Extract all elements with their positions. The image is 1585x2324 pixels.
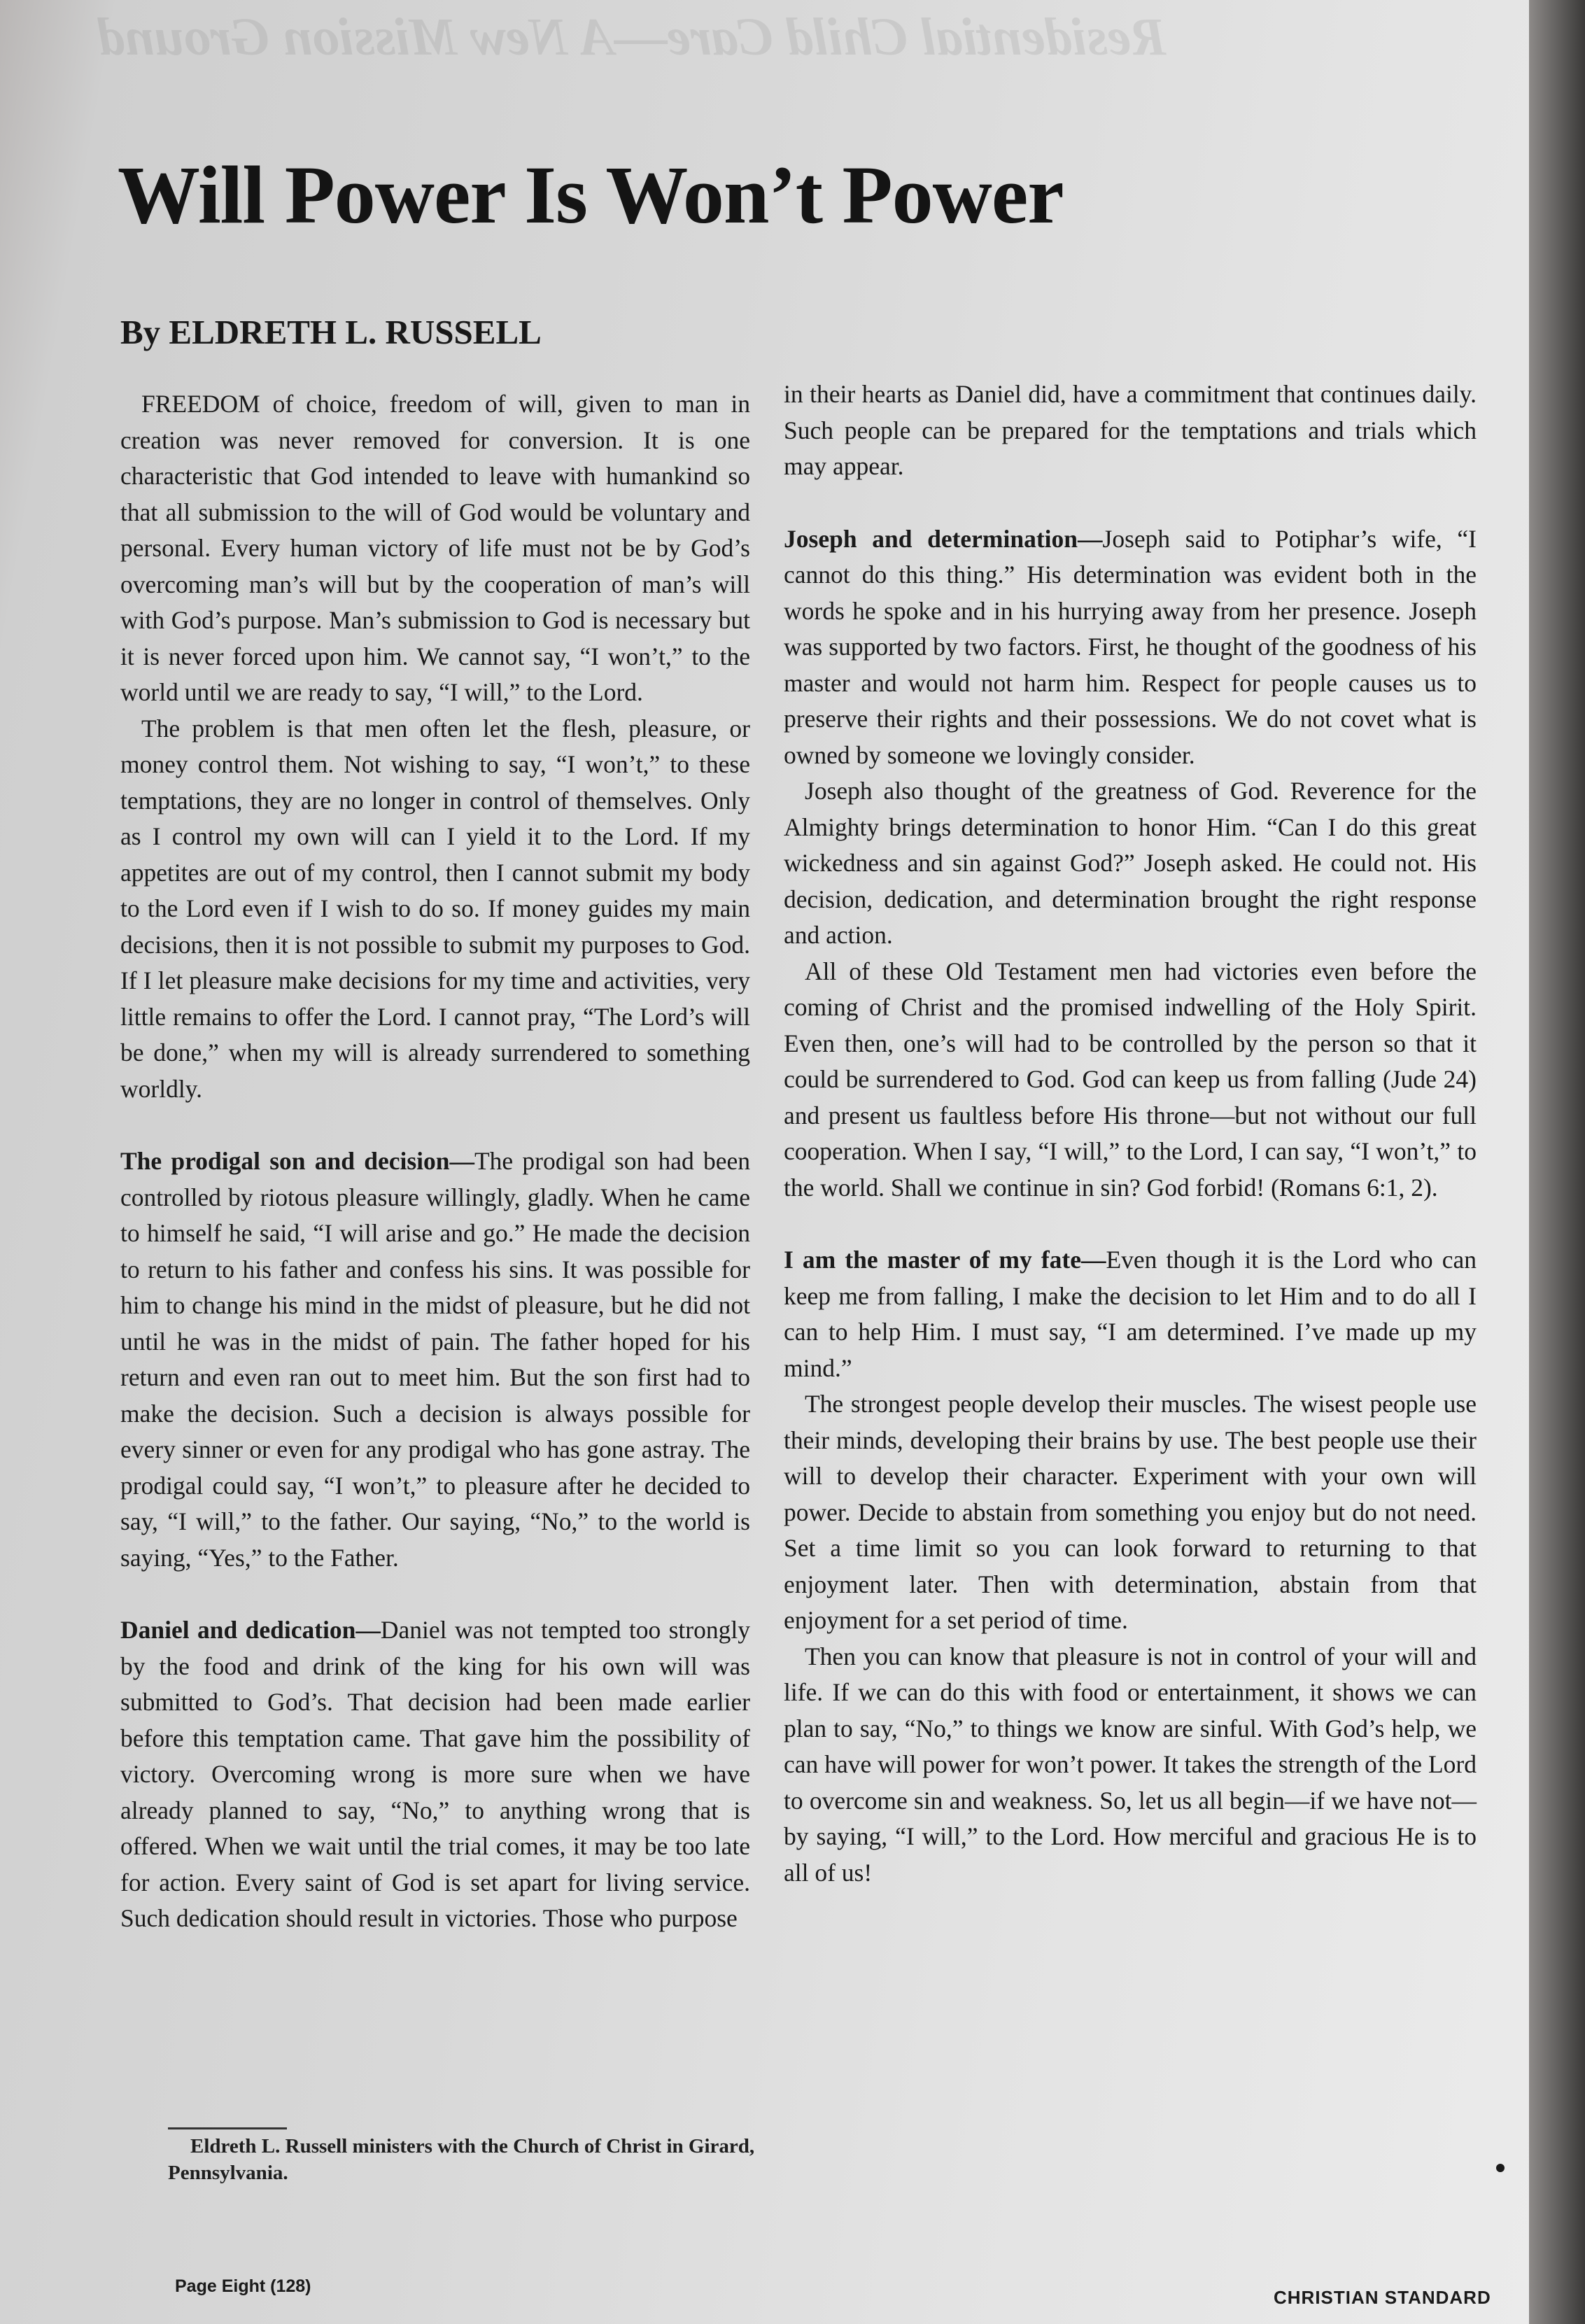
left-column: [120, 386, 750, 1937]
article-byline: By ELDRETH L. RUSSELL: [120, 313, 542, 351]
paragraph-continuation: in their hearts as Daniel did, have a commitment that continues daily. Such people can be prepared for the temptations and trials which may appear.: [784, 380, 1477, 480]
page-number: Page Eight (128): [175, 2276, 311, 2296]
section-text: Joseph said to Potiphar’s wife, “I cannot do this thing.” His determination was evident both in the words he spoke and in his hurrying away from her presence. Joseph was supported by two factors. First, he thought of the goodness of his master and would not harm him. Respect for people causes us to preserve their rights and their possessions. We do not covet what is owned by someone we lovingly consider.: [784, 524, 1477, 769]
section-heading: Daniel and dedication—: [120, 1616, 381, 1644]
article-title: Will Power Is Won’t Power: [118, 149, 1064, 241]
paragraph-greatness: Joseph also thought of the greatness of God. Reverence for the Almighty brings determination to honor Him. “Can I do this great wickedness and sin against God?” Joseph asked. He could not. His decision, dedication, and determination brought the right response and action.: [784, 777, 1477, 949]
bio-divider: [168, 2127, 287, 2129]
section-heading: The prodigal son and decision—: [120, 1147, 474, 1175]
paragraph-freedom: FREEDOM of choice, freedom of will, given to man in creation was never removed for conversion. It is one characteristic that God intended to leave with humankind so that all submission to the will of God would be voluntary and personal. Every human victory of life must not be by God’s overcoming man’s will but by the cooperation of man’s will with God’s purpose. Man’s submission to God is necessary but it is never forced upon him. We cannot say, “I won’t,” to the world until we are ready to say, “I will,” to the Lord.: [120, 390, 750, 706]
paragraph-problem: The problem is that men often let the flesh, pleasure, or money control them. Not wishing to say, “I won’t,” to these temptations, they are no longer in control of themselves. Only as I control my own will can I yield it to the Lord. If my appetites are out of my control, then I cannot submit my body to the Lord even if I wish to do so. If money guides my main decisions, then it is not possible to submit my purposes to God. If I let pleasure make decisions for my time and activities, very little remains to offer the Lord. I cannot pray, “The Lord’s will be done,” when my will is already surrendered to something worldly.: [120, 714, 750, 1103]
paragraph-conclusion: Then you can know that pleasure is not in control of your will and life. If we can do this with food or entertainment, it shows we can plan to say, “No,” to things we know are sinful. With God’s help, we can have will power for won’t power. It takes the strength of the Lord to overcome sin and weakness. So, let us all begin—if we have not—by saying, “I will,” to the Lord. How merciful and gracious He is to all of us!: [784, 1642, 1477, 1887]
bleed-through-header: Residential Child Care—A New Mission Ground: [98, 8, 1167, 66]
section-text: Even though it is the Lord who can keep me from falling, I make the decision to let Him and to do all I can to help Him. I must say, “I am determined. I’ve made up my mind.”: [784, 1246, 1477, 1382]
section-text: The prodigal son had been controlled by riotous pleasure willingly, gladly. When he came to himself he said, “I will arise and go.” He made the decision to return to his father and confess his sins. It was possible for him to change his mind in the midst of pleasure, but he did not until he was in the midst of pain. The father hoped for his return and even ran out to meet him. But the son first had to make the decision. Such a decision is always possible for every sinner or even for any prodigal who has gone astray. The prodigal could say, “I won’t,” to pleasure after he decided to say, “I will,” to the father. Our saying, “No,” to the world is saying, “Yes,” to the Father.: [120, 1147, 750, 1572]
section-heading: Joseph and determination—: [784, 524, 1103, 553]
author-bio: Eldreth L. Russell ministers with the Church of Christ in Girard, Pennsylvania.: [168, 2135, 755, 2184]
binding-edge: [1529, 0, 1585, 2324]
publication-name: CHRISTIAN STANDARD: [1274, 2287, 1491, 2308]
paragraph-old-testament: All of these Old Testament men had victories even before the coming of Christ and the promised indwelling of the Holy Spirit. Even then, one’s will had to be controlled by the person so that it could be surrendered to God. God can keep us from falling (Jude 24) and present us faultless before His throne—but not without our full cooperation. When I say, “I will,” to the Lord, I can say, “I won’t,” to the world. Shall we continue in sin? God forbid! (Romans 6:1, 2).: [784, 957, 1477, 1202]
section-heading: I am the master of my fate—: [784, 1246, 1106, 1274]
section-master-of-fate: [784, 1242, 1477, 1386]
end-of-article-bullet-icon: [1496, 2164, 1505, 2172]
paragraph-strongest: The strongest people develop their muscles. The wisest people use their minds, developing their brains by use. The best people use their will to develop their character. Experiment with your own will power. Decide to abstain from something you enjoy but do not need. Set a time limit so you can look forward to returning to that enjoyment later. Then with determination, abstain from that enjoyment for a set period of time.: [784, 1390, 1477, 1634]
section-prodigal: [120, 1143, 750, 1576]
section-text: Daniel was not tempted too strongly by the food and drink of the king for his own will was submitted to God’s. That decision had been made earlier before this temptation came. That gave him the possibility of victory. Overcoming wrong is more sure when we have already planned to say, “No,” to anything wrong that is offered. When we wait until the trial comes, it may be too late for action. Every saint of God is set apart for living service. Such dedication should result in victories. Those who purpose: [120, 1616, 750, 1932]
section-daniel: [120, 1612, 750, 1937]
section-joseph: [784, 521, 1477, 774]
right-column: [784, 376, 1477, 1891]
